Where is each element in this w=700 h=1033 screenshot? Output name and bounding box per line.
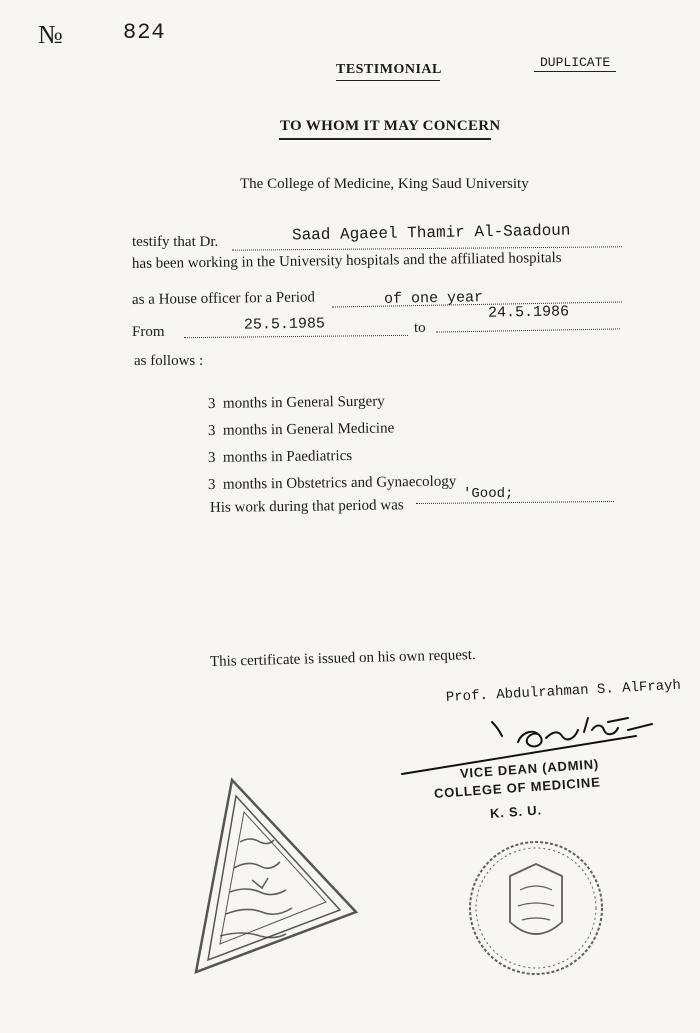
from-date: 25.5.1985: [243, 315, 326, 334]
certificate-number: 824: [123, 20, 166, 45]
salutation-underline: [279, 138, 491, 140]
work-label: His work during that period was: [209, 497, 404, 516]
rotation-item: [208, 420, 394, 440]
rating-dotted-line: [416, 501, 614, 504]
to-dotted-line: [436, 328, 620, 332]
rotation-text: months in Obstetrics and Gynaecology: [222, 473, 457, 493]
duplicate-underline: [534, 71, 616, 72]
doctor-name: Saad Agaeel Thamir Al-Saadoun: [291, 221, 571, 245]
rotation-months: 3: [207, 395, 216, 412]
rotation-text: months in General Medicine: [222, 420, 395, 439]
rotation-months: 3: [207, 476, 216, 493]
issued-line: This certificate is issued on his own request.: [209, 647, 476, 670]
rotation-months: 3: [207, 422, 216, 439]
round-seal-image: [462, 834, 610, 982]
rotation-text: months in Paediatrics: [222, 447, 353, 466]
rotation-item: [208, 394, 385, 413]
working-line: has been working in the University hospitals and the affiliated hospitals: [131, 250, 562, 272]
title-underline: [336, 80, 440, 81]
from-dotted-line: [184, 335, 408, 338]
number-symbol: №: [38, 20, 63, 49]
rotation-text: months in General Surgery: [222, 393, 385, 412]
work-rating: 'Good;: [463, 486, 514, 502]
rotation-item: [208, 448, 352, 467]
signatory-name: Prof. Abdulrahman S. AlFrayh: [445, 677, 682, 706]
to-label: to: [414, 320, 426, 336]
period-value: of one year: [383, 289, 484, 308]
period-label: as a House officer for a Period: [131, 289, 316, 308]
rotation-months: 3: [207, 449, 216, 466]
university-abbr: K. S. U.: [489, 802, 543, 821]
testify-label: testify that Dr.: [132, 234, 219, 250]
salutation: TO WHOM IT MAY CONCERN: [280, 118, 501, 134]
duplicate-label: DUPLICATE: [540, 55, 611, 70]
rotation-item: [208, 474, 457, 494]
name-dotted-line: [232, 246, 622, 250]
college-title: COLLEGE OF MEDICINE: [433, 774, 601, 801]
document-title: TESTIMONIAL: [336, 62, 442, 77]
signatory-title: VICE DEAN (ADMIN): [459, 756, 600, 781]
institution-line: The College of Medicine, King Saud University: [240, 176, 529, 192]
as-follows-label: as follows :: [134, 353, 204, 369]
to-date: 24.5.1986: [487, 303, 570, 322]
from-label: From: [132, 324, 165, 340]
triangle-stamp-image: [186, 772, 366, 982]
